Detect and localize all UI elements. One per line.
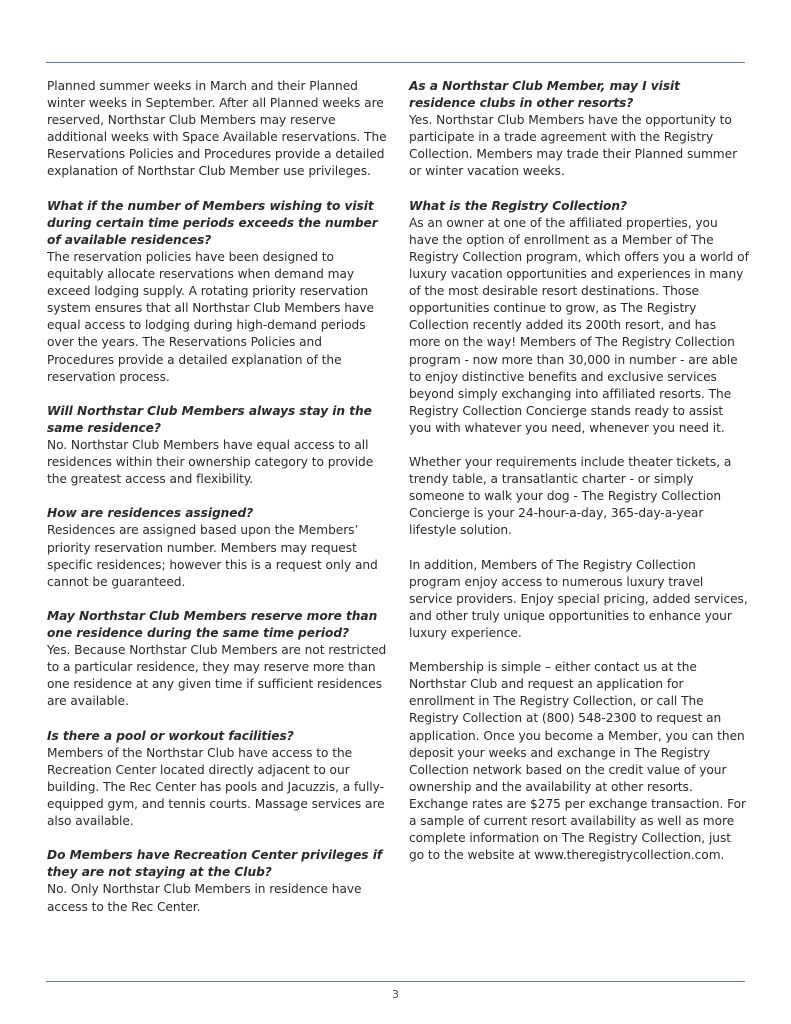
faq-item <box>409 557 749 642</box>
faq-question: Do Members have Recreation Center privileges if they are not staying at the Club? <box>47 848 383 880</box>
faq-item <box>47 847 387 915</box>
faq-item <box>409 78 749 181</box>
bottom-divider <box>46 981 745 982</box>
faq-answer: Planned summer weeks in March and their Planned winter weeks in September. After all Planned weeks are reserved, Northstar Club Members may reserve additional weeks with Space Available reservations. The Reservations Policies and Procedures provide a detailed explanation of Northstar Club Member use privileges. <box>47 79 387 179</box>
faq-item <box>409 454 749 539</box>
faq-item <box>47 608 387 711</box>
faq-answer: Yes. Because Northstar Club Members are not restricted to a particular residence, they may reserve more than one residence at any given time if sufficient residences are available. <box>47 643 387 709</box>
faq-item <box>409 659 749 864</box>
faq-answer: No. Northstar Club Members have equal access to all residences within their ownership category to provide the greatest access and flexibility. <box>47 437 374 487</box>
faq-question: How are residences assigned? <box>47 506 254 521</box>
faq-item <box>47 198 387 386</box>
faq-item <box>47 403 387 488</box>
faq-answer: In addition, Members of The Registry Collection program enjoy access to numerous luxury travel service providers. Enjoy special pricing, added services, and other truly unique opportunities to enhance your luxury experience. <box>409 557 748 640</box>
faq-item <box>47 505 387 590</box>
faq-question: As a Northstar Club Member, may I visit residence clubs in other resorts? <box>409 79 680 111</box>
faq-question: Will Northstar Club Members always stay in the same residence? <box>47 403 372 435</box>
faq-item <box>47 728 387 831</box>
faq-answer: Members of the Northstar Club have access to the Recreation Center located directly adjacent to our building. The Rec Center has pools and Jacuzzis, a fully-equipped gym, and tennis courts. Massage services are also available. <box>47 745 385 829</box>
faq-item <box>409 198 749 437</box>
faq-item <box>47 78 387 181</box>
faq-answer: Residences are assigned based upon the Members’ priority reservation number. Members may request specific residences; however this is a request only and cannot be guaranteed. <box>47 523 378 589</box>
page-number: 3 <box>392 988 399 1001</box>
right-column <box>409 78 749 881</box>
top-divider <box>46 62 745 63</box>
faq-answer: As an owner at one of the affiliated properties, you have the option of enrollment as a Member of The Registry Collection program, which offers you a world of luxury vacation opportunities and experiences in many of the most desirable resort destinations. Those opportunities continue to grow, as The Registry Collection recently added its 200th resort, and has more on the way! Members of The Registry Collection program - now more than 30,000 in number - are able to enjoy distinctive benefits and exclusive services beyond simply exchanging into affiliated resorts. The Registry Collection Concierge stands ready to assist you with whatever you need, whenever you need it. <box>409 215 749 435</box>
faq-answer: Whether your requirements include theater tickets, a trendy table, a transatlantic charter - or simply someone to walk your dog - The Registry Collection Concierge is your 24-hour-a-day, 365-day-a-year lifestyle solution. <box>409 455 732 538</box>
faq-question: What if the number of Members wishing to visit during certain time periods exceeds the number of available residences? <box>47 198 378 247</box>
faq-answer: No. Only Northstar Club Members in residence have access to the Rec Center. <box>47 882 362 914</box>
faq-answer: The reservation policies have been designed to equitably allocate reservations when demand may exceed lodging supply. A rotating priority reservation system ensures that all Northstar Club Members have equal access to lodging during high-demand periods over the years. The Reservations Policies and Procedures provide a detailed explanation of the reservation process. <box>47 249 374 384</box>
faq-question: What is the Registry Collection? <box>409 198 628 213</box>
left-column <box>47 78 387 933</box>
faq-answer: Yes. Northstar Club Members have the opportunity to participate in a trade agreement with the Registry Collection. Members may trade their Planned summer or winter vacation weeks. <box>409 113 738 179</box>
faq-question: Is there a pool or workout facilities? <box>47 728 294 743</box>
faq-question: May Northstar Club Members reserve more than one residence during the same time period? <box>47 608 378 640</box>
faq-answer: Membership is simple – either contact us at the Northstar Club and request an application for enrollment in The Registry Collection, or call The Registry Collection at (800) 548-2300 to request an application. Once you become a Member, you can then deposit your weeks and exchange in The Registry Collection network based on the credit value of your ownership and the availability at other resorts. Exchange rates are $275 per exchange transaction. For a sample of current resort availability as well as more complete information on The Registry Collection, just go to the website at www.theregistrycollection.com. <box>409 660 746 863</box>
